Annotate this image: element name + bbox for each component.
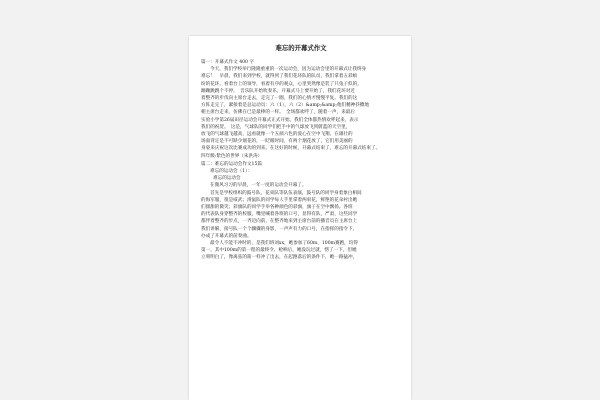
- paragraph-line: 立刻明白了，像离弦的箭一样冲了出去，在起跑落后的条件下，她一路猛冲，: [201, 255, 358, 261]
- paragraph-line: 我们的祝贺。 这是，气球队的同学们把手中的气球放飞到蔚蓝的天空里，: [201, 124, 351, 130]
- paragraph-line: 纷的花环，看着台上的领导，看着有序的观众，心里突然像是装了只兔子似的，: [201, 81, 362, 87]
- paragraph-line: 方阵走完了，紧接着是总运动员：六（1），六（2）&amp;&amp;他们精神抖擞地: [201, 103, 370, 109]
- paragraph-line: 最令人不能不冲时的，是我们班刘xx，她参加了60m、100m赛跑，均得: [210, 241, 358, 247]
- paragraph-line: 场面背定是不可缺少烟花的，一眨眼时间，有两个烟花放了，它们用美丽的: [201, 139, 353, 145]
- paragraph-line: 都伴着整齐的步点，一齐迈向前，在整齐地来到主席台前的播音员在主席台上: [201, 219, 358, 225]
- paragraph-line: 在微风习习的早晨，一年一度的运动会开幕了。: [210, 183, 307, 189]
- section-subtitle: 难忘的运动会: [213, 176, 241, 182]
- paragraph-line: 难忘！ 早晨，我们来到学校，就得到了我们花环队的队员，我们拿着五彩缤: [201, 74, 358, 80]
- section-heading: 篇一：开幕式作文 400 字: [201, 60, 255, 65]
- section-heading: 篇二：难忘的运动会作文15篇: [201, 161, 262, 167]
- document-page: [189, 36, 411, 400]
- paragraph-line: 放飞的气球越飞越高，远看就像一个五颜六色的爱心在空中飞翔。在雄壮的: [201, 132, 353, 138]
- paragraph-line: 的代表队身穿整齐的校服，嘴里喊着各班的口号，显得有队，严肃，这些同学: [201, 212, 358, 218]
- paragraph-line: 今天，我们学校举行隆隆重重的一次运动会，因为运动会里的开幕式让我终身: [210, 67, 367, 73]
- paragraph-line: 办成了开幕式的前奏曲。: [201, 233, 252, 239]
- paragraph-line: 首先是学校组织的鼓号队，花束队等队伍表演，鼓号队的同学身着象白相间: [210, 190, 362, 196]
- paragraph-line: 身姿来庆祝这次比赛成功的到来。在这好的时候，开幕式结束了，难忘的开幕式结束了。: [201, 146, 381, 152]
- paragraph-line: 四年级:紫色的世界（朱洪涛）: [201, 153, 263, 159]
- paragraph-line: 第一，其中100m的第一程的最终令、枪响后，她没玩过就，愣了一下，但她: [201, 248, 357, 254]
- paragraph-line: 我们讲解，接号队一个个骤骤的身影，一声声有力的口号，在指挥的指令下，: [201, 226, 358, 232]
- document-content: [201, 44, 401, 262]
- paragraph-line: 实验小学第26届田径运动会开幕式正式开始。我们全体都热情欢呼起来，表示: [201, 117, 359, 123]
- paragraph-line: 的海军服，很是威武；滑鼠队的同学每人手里拿着两束花，鲜艳的花朵衬出她: [201, 197, 358, 203]
- paragraph-line: 们甜甜的微笑；彩旗队的同学手举各种颜色的彩旗，旗子在空中飘扬。各班: [201, 205, 353, 211]
- paragraph-line: 朝主席台走来，仿佛在已是最棒的一样。 全场都欢呼了，随着一声，来最后: [201, 110, 355, 116]
- paragraph-line: 蹦蹦跳跳个不停。 音乐队开始吹奏乐，开幕式马上要开始了，我们花环对近: [201, 88, 355, 94]
- section-subheading: 难忘的运动会（1）：: [210, 169, 252, 175]
- paragraph-line: 着整齐的步伐向主席台走去，走完了一圈，我们的心情才慢慢平复。我们的这: [201, 96, 358, 102]
- document-title: 难忘的开幕式作文: [275, 44, 327, 52]
